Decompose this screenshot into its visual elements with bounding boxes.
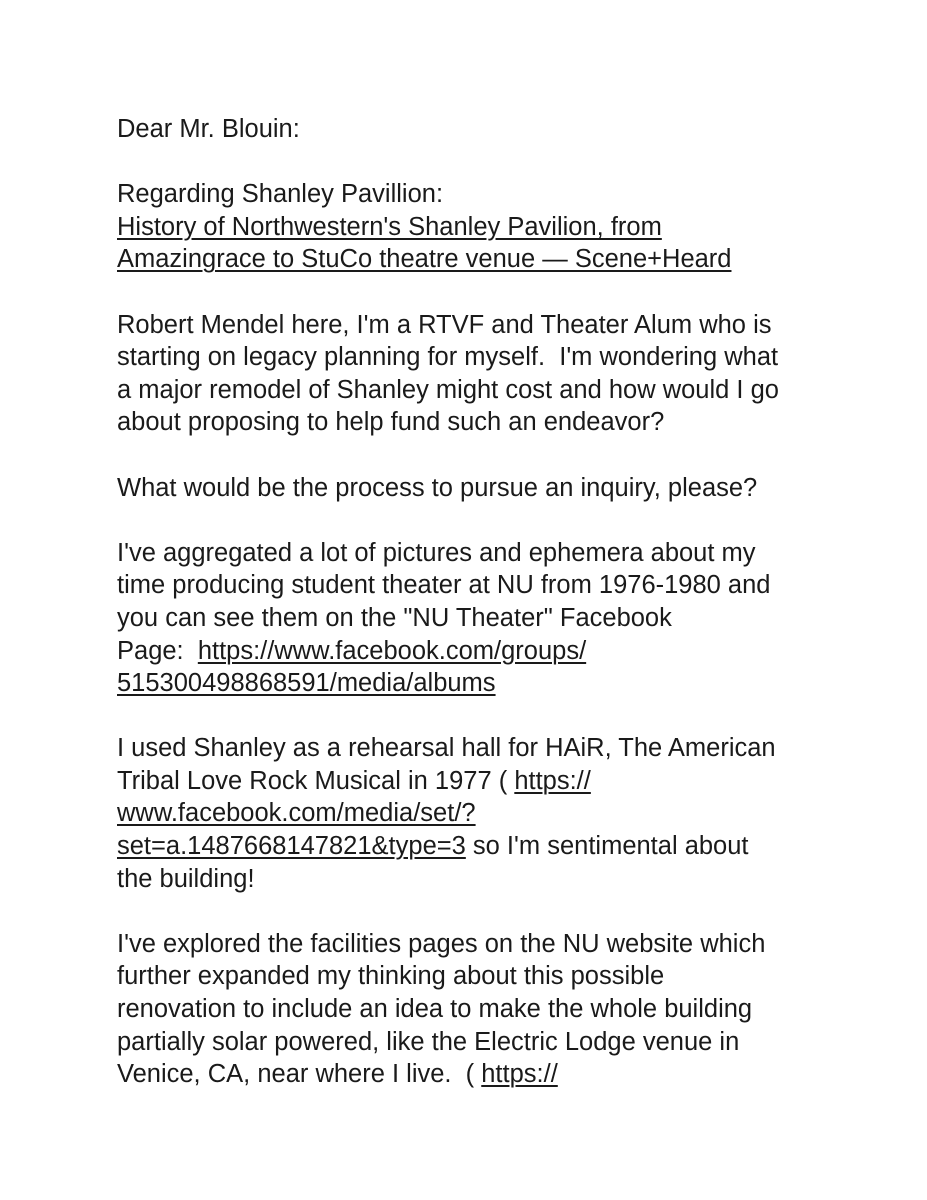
letter-body: [117, 113, 837, 1091]
text-line: time producing student theater at NU from 1976-1980 and: [117, 571, 771, 600]
text-line: I've aggregated a lot of pictures and ephemera about my: [117, 538, 756, 567]
text-line: I've explored the facilities pages on the NU website which: [117, 929, 766, 958]
text-line: starting on legacy planning for myself. I'm wondering what: [117, 343, 779, 372]
facebook-album-link[interactable]: https://: [514, 766, 591, 795]
facebook-album-link-end[interactable]: set=a.1487668147821&type=3: [117, 832, 466, 861]
paragraph-gap: [117, 504, 837, 537]
article-link[interactable]: History of Northwestern's Shanley Pavilion, from: [117, 212, 662, 241]
text-line: [117, 830, 837, 863]
paragraph-gap: [117, 895, 837, 928]
paragraph-gap: [117, 700, 837, 733]
subject-block: [117, 178, 837, 276]
text-line: [117, 797, 837, 830]
text-line: What would be the process to pursue an inquiry, please?: [117, 473, 758, 502]
paragraph-gap: [117, 276, 837, 309]
paragraph-introduction: [117, 309, 837, 439]
paragraph-gap: [117, 146, 837, 179]
text-line: the building!: [117, 864, 255, 893]
subject-prefix: Regarding Shanley Pavillion:: [117, 180, 444, 209]
text-line: [117, 667, 837, 700]
text-fragment: Tribal Love Rock Musical in 1977 (: [117, 766, 515, 795]
paragraph-process-question: [117, 472, 837, 505]
text-line: [117, 635, 837, 668]
text-line: about proposing to help fund such an endeavor?: [117, 408, 665, 437]
text-line: I used Shanley as a rehearsal hall for HAiR, The American: [117, 734, 776, 763]
salutation: Dear Mr. Blouin:: [117, 115, 300, 143]
subject-link-line: [117, 211, 837, 244]
text-fragment: so I'm sentimental about: [465, 832, 749, 861]
facebook-group-link-continued[interactable]: 515300498868591/media/albums: [117, 669, 496, 698]
text-line: partially solar powered, like the Electric Lodge venue in: [117, 1027, 740, 1056]
text-line: a major remodel of Shanley might cost and how would I go: [117, 375, 779, 404]
paragraph-gap: [117, 439, 837, 472]
paragraph-solar-renovation: [117, 928, 837, 1091]
paragraph-facebook-albums: [117, 537, 837, 700]
paragraph-hair-rehearsal: [117, 732, 837, 895]
facebook-group-link[interactable]: https://www.facebook.com/groups/: [197, 636, 587, 665]
page-label: Page:: [117, 636, 198, 665]
text-line: you can see them on the "NU Theater" Facebook: [117, 603, 672, 632]
text-line: [117, 1058, 837, 1091]
text-line: Robert Mendel here, I'm a RTVF and Theater Alum who is: [117, 310, 772, 339]
text-fragment: Venice, CA, near where I live. (: [117, 1060, 482, 1089]
electric-lodge-link[interactable]: https://: [481, 1060, 558, 1089]
text-line: [117, 765, 837, 798]
text-line: further expanded my thinking about this possible: [117, 962, 665, 991]
article-link-continued[interactable]: Amazingrace to StuCo theatre venue — Scene+Heard: [117, 245, 732, 274]
text-line: renovation to include an idea to make the whole building: [117, 995, 753, 1024]
subject-link-line: [117, 243, 837, 276]
facebook-album-link-continued[interactable]: www.facebook.com/media/set/?: [117, 799, 476, 828]
